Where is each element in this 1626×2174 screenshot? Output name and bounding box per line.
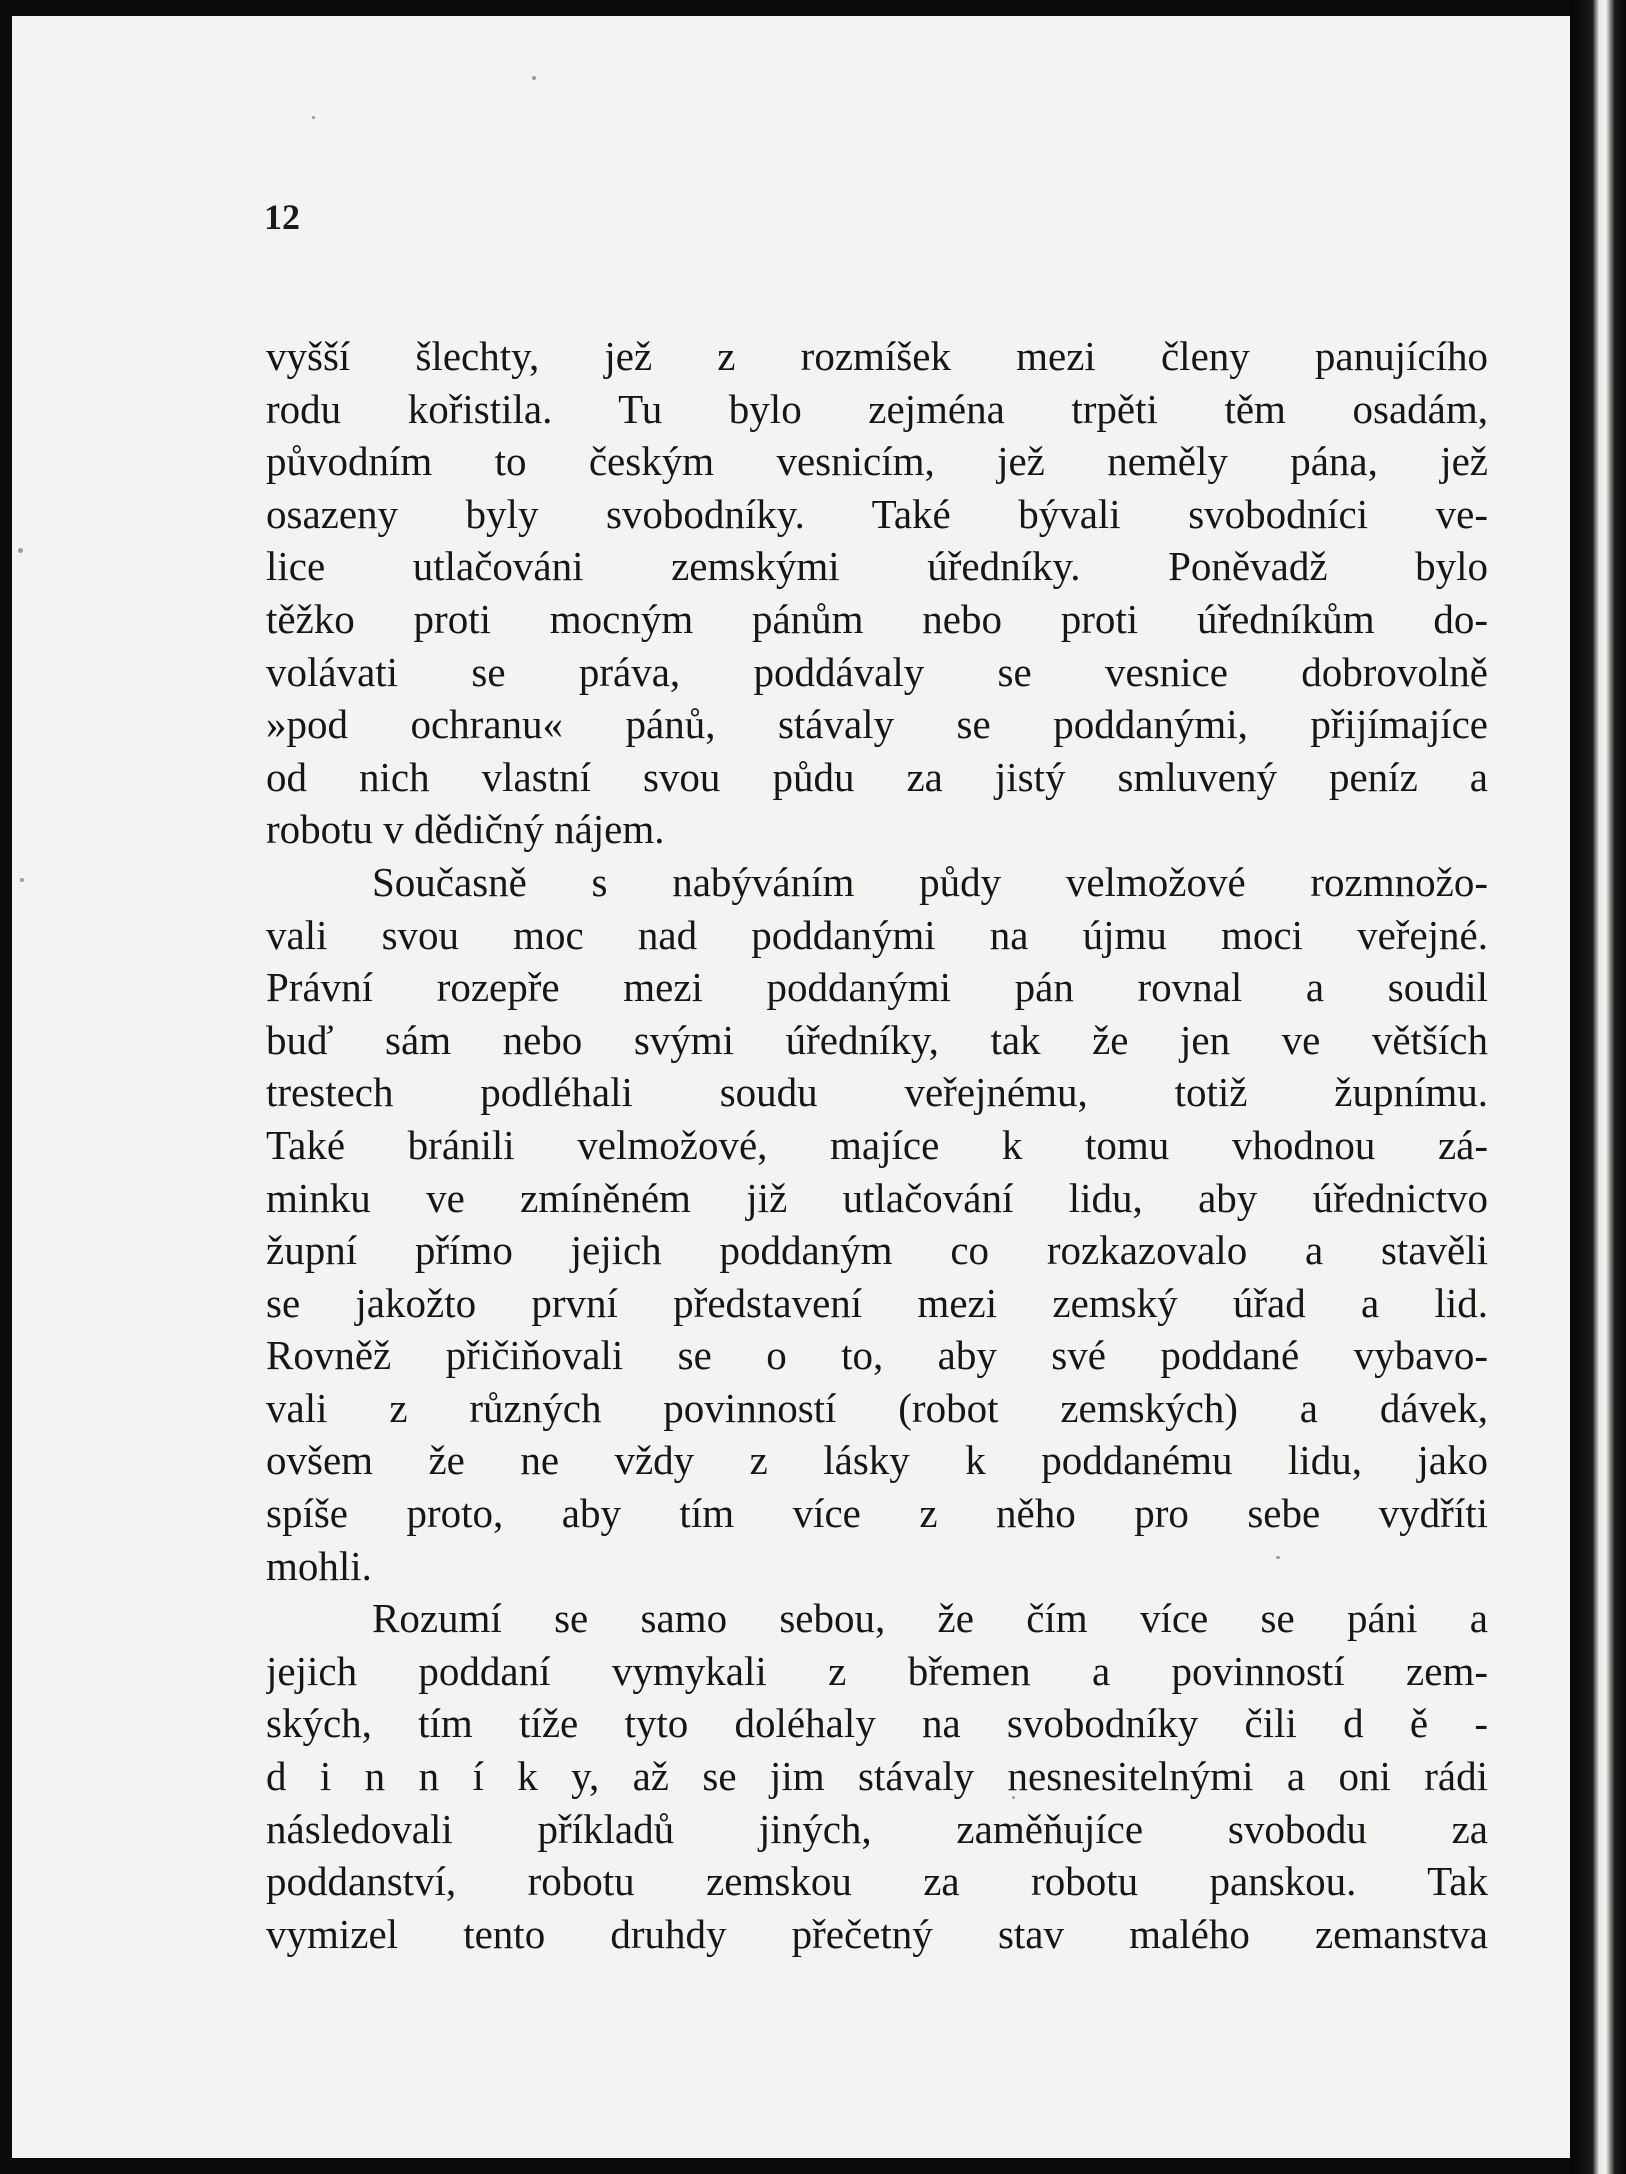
text-line: vali z různých povinností (robot zemských) a dávek,	[266, 1384, 1488, 1431]
text-line: osazeny byly svobodníky. Také bývali svobodníci ve-	[266, 490, 1488, 537]
text-line: lice utlačováni zemskými úředníky. Poněvadž bylo	[266, 543, 1488, 590]
text-line: mohli.	[266, 1542, 372, 1589]
page-number: 12	[264, 197, 300, 237]
text-line: minku ve zmíněném již utlačování lidu, aby úřednictvo	[266, 1174, 1488, 1221]
body-text	[266, 330, 1488, 1960]
paragraph-start-line: Rozumí se samo sebou, že čím více se páni a	[372, 1595, 1488, 1642]
text-line: ovšem že ne vždy z lásky k poddanému lidu, jako	[266, 1437, 1488, 1484]
paper-speck	[532, 76, 536, 80]
text-line: jejich poddaní vymykali z břemen a povinností zem-	[266, 1647, 1488, 1694]
paper-speck	[18, 548, 23, 553]
text-line: d i n n í k y, až se jim stávaly nesnesitelnými a oni rádi	[266, 1753, 1488, 1800]
text-line: poddanství, robotu zemskou za robotu panskou. Tak	[266, 1858, 1488, 1905]
text-line: volávati se práva, poddávaly se vesnice dobrovolně	[266, 648, 1488, 695]
text-line: rodu kořistila. Tu bylo zejména trpěti těm osadám,	[266, 385, 1488, 432]
text-line: od nich vlastní svou půdu za jistý smluvený peníz a	[266, 753, 1488, 800]
text-line: vali svou moc nad poddanými na újmu moci veřejné.	[266, 911, 1488, 958]
text-line: Právní rozepře mezi poddanými pán rovnal a soudil	[266, 964, 1488, 1011]
text-line: vyšší šlechty, jež z rozmíšek mezi členy panujícího	[266, 333, 1488, 379]
text-line: Také bránili velmožové, majíce k tomu vhodnou zá-	[266, 1121, 1488, 1168]
text-line: »pod ochranu« pánů, stávaly se poddanými, přijímajíce	[266, 701, 1488, 748]
text-line: vymizel tento druhdy přečetný stav malého zemanstva	[266, 1910, 1488, 1957]
text-line: Rovněž přičiňovali se o to, aby své poddané vybavo-	[266, 1332, 1488, 1379]
text-line: spíše proto, aby tím více z něho pro sebe vydříti	[266, 1490, 1488, 1537]
text-line: následovali příkladů jiných, zaměňujíce svobodu za	[266, 1805, 1488, 1852]
paragraph-start-line: Současně s nabýváním půdy velmožové rozmnožo-	[372, 858, 1488, 905]
paper-speck	[20, 878, 24, 882]
text-line: původním to českým vesnicím, jež neměly pána, jež	[266, 438, 1488, 485]
page-edge-shadow	[1570, 0, 1626, 2174]
text-line: buď sám nebo svými úředníky, tak že jen ve větších	[266, 1016, 1488, 1063]
text-line: trestech podléhali soudu veřejnému, totiž župnímu.	[266, 1069, 1488, 1116]
text-line: robotu v dědičný nájem.	[266, 806, 665, 853]
text-line: župní přímo jejich poddaným co rozkazovalo a stavěli	[266, 1227, 1488, 1274]
text-line: těžko proti mocným pánům nebo proti úředníkům do-	[266, 595, 1488, 642]
text-line: ských, tím tíže tyto doléhaly na svobodníky čili d ě -	[266, 1700, 1488, 1747]
text-line: se jakožto první představení mezi zemský úřad a lid.	[266, 1279, 1488, 1326]
paper-speck	[312, 116, 315, 119]
